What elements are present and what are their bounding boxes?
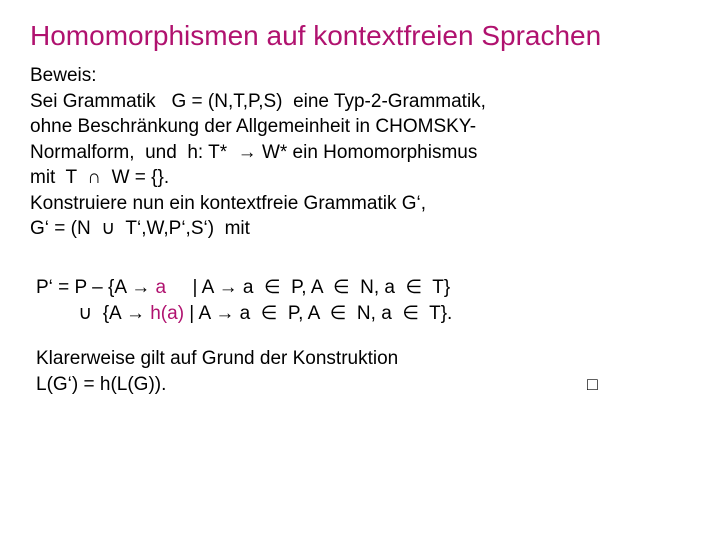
definition-line-2-prefix: ∪ {A → [36,302,151,324]
proof-text [30,63,486,242]
definition-line-1-prefix: P‘ = P – {A → [36,277,156,298]
conclusion-line-2: L(G‘) = h(L(G)). [36,373,167,395]
proof-line-disjoint: mit T ∩ W = {}. [30,167,170,188]
proof-line-beweis: Beweis: [30,65,97,86]
definition-line-2-suffix: | A → a ∈ P, A ∈ N, a ∈ T}. [184,302,453,324]
definition-line-1-suffix: | A → a ∈ P, A ∈ N, a ∈ T} [166,277,451,298]
proof-line-construct: Konstruiere nun ein kontextfreie Grammatik G‘, [30,192,427,214]
definition-line-1 [36,275,452,301]
conclusion-text [36,346,398,397]
proof-line-new-grammar: G‘ = (N ∪ T‘,W,P‘,S‘) mit [30,218,250,239]
proof-line-grammar: Sei Grammatik G = (N,T,P,S) eine Typ-2-Grammatik, [30,90,486,112]
definition-line-2-accent: h(a) [150,302,185,324]
definition-line-2 [36,301,452,327]
production-definition [36,275,452,326]
definition-line-1-accent: a [155,277,167,298]
proof-line-chomsky: ohne Beschränkung der Allgemeinheit in CHOMSKY- [30,116,477,137]
slide-title: Homomorphismen auf kontextfreien Sprachen [30,20,602,51]
qed-square-icon: □ [587,374,598,394]
conclusion-line-1: Klarerweise gilt auf Grund der Konstruktion [36,348,399,369]
proof-line-homomorphism: Normalform, und h: T* → W* ein Homomorphismus [30,141,478,163]
